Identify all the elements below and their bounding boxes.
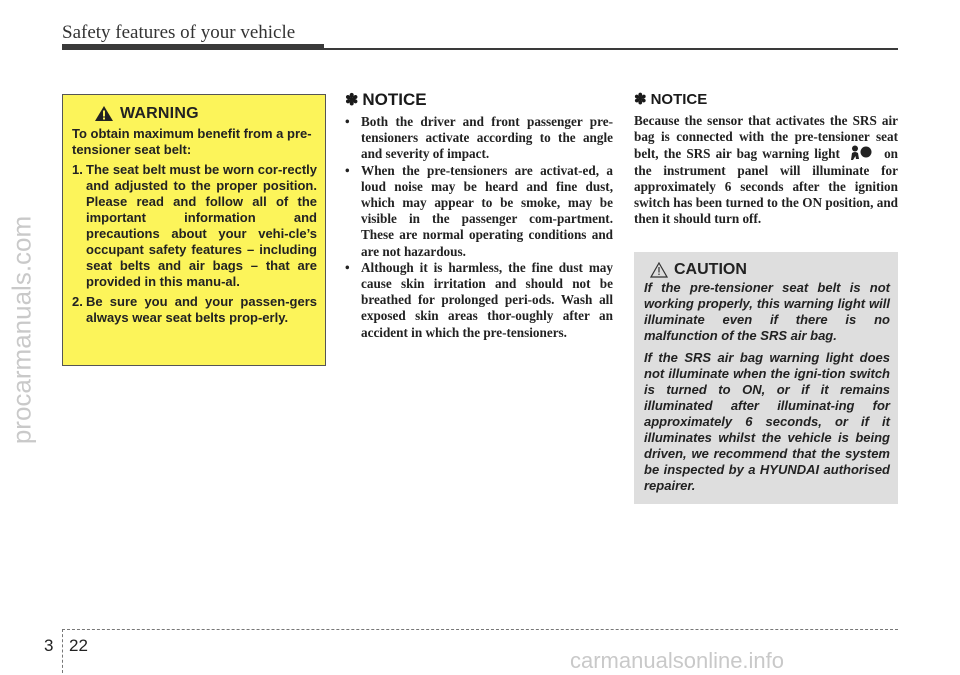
- list-item-text: Although it is harmless, the fine dust may cause skin irritation and should not be breathed for prolonged peri-ods. Wash all exposed skin areas thor-oughly after an accident in which the pre-tensioners.: [361, 259, 613, 340]
- warning-label: WARNING: [120, 104, 199, 122]
- header-rule-thick: [62, 44, 324, 50]
- footer-divider: [62, 629, 63, 673]
- notice-section-2: [634, 90, 898, 227]
- notice-label: NOTICE: [650, 90, 708, 108]
- list-item-text: Both the driver and front passenger pre-tensioners activate according to the angle and severity of impact.: [361, 114, 613, 162]
- warning-intro: To obtain maximum benefit from a pre-tensioner seat belt:: [72, 126, 312, 157]
- bullet: •: [345, 162, 350, 178]
- page-header-title: Safety features of your vehicle: [62, 22, 296, 43]
- header-rule-thin: [324, 48, 898, 50]
- caution-label: CAUTION: [674, 261, 747, 278]
- warning-item-number: 2.: [72, 294, 83, 309]
- notice-label: NOTICE: [362, 90, 427, 109]
- list-item: [345, 114, 613, 163]
- notice-body-text-before: Because the sensor that activates the SRS air bag is connected with the pre-tensioner seat belt, the SRS air bag warning light: [634, 113, 898, 162]
- warning-box: [62, 94, 326, 366]
- warning-heading: [94, 105, 317, 122]
- warning-item: [72, 294, 317, 326]
- warning-item-number: 1.: [72, 162, 83, 177]
- warning-item-text: Be sure you and your passen-gers always wear seat belts prop-erly.: [86, 294, 317, 325]
- caution-box: [634, 252, 898, 504]
- page-number: 22: [69, 636, 88, 655]
- notice-heading-1: [345, 90, 613, 110]
- list-item: [345, 260, 613, 341]
- notice-star-icon: ✽: [634, 91, 647, 108]
- warning-item: [72, 162, 317, 290]
- notice-section-1: [345, 90, 613, 341]
- bottom-watermark: carmanualsonline.info: [570, 648, 785, 673]
- bullet: •: [345, 114, 350, 129]
- bullet: •: [345, 259, 350, 275]
- list-item: [345, 163, 613, 260]
- notice-star-icon: ✽: [345, 92, 359, 109]
- list-item-text: When the pre-tensioners are activat-ed, a loud noise may be heard and fine dust, which may appear to be smoke, may be visible in the passenger com-partment. These are normal operating conditions and are not hazardous.: [361, 162, 613, 259]
- side-watermark-text: procarmanuals.com: [6, 215, 37, 445]
- warning-triangle-icon: [94, 105, 114, 122]
- notice-body-text-after: on the instrument panel will illuminate for approximately 6 seconds after the ignition switch has been turned to the ON position, and then it should turn off.: [634, 146, 899, 227]
- airbag-warning-icon: [849, 145, 875, 161]
- notice-heading-2: [634, 90, 898, 108]
- warning-item-text: The seat belt must be worn cor-rectly and adjusted to the proper position. Please read and follow all of the important information and precautions about your vehi-cle’s occupant safety features – including seat belts and air bags – that are provided in this manu-al.: [86, 162, 317, 289]
- chapter-number: 3: [44, 636, 54, 655]
- caution-paragraph: If the SRS air bag warning light does not illuminate when the igni-tion switch is turned to ON, or if it remains illuminated after illuminat-ing for approximately 6 seconds, or if it illuminates whilst the vehicle is being driven, we recommend that the system be inspected by a HYUNDAI authorised repairer.: [644, 350, 890, 493]
- notice-body: [634, 113, 898, 227]
- caution-paragraph: If the pre-tensioner seat belt is not working properly, this warning light will illuminate even if there is no malfunction of the SRS air bag.: [644, 280, 890, 343]
- caution-triangle-icon: [650, 262, 668, 278]
- footer-rule: [62, 629, 898, 630]
- notice-list: [345, 114, 613, 341]
- caution-heading: [650, 262, 890, 278]
- side-watermark: [2, 200, 42, 460]
